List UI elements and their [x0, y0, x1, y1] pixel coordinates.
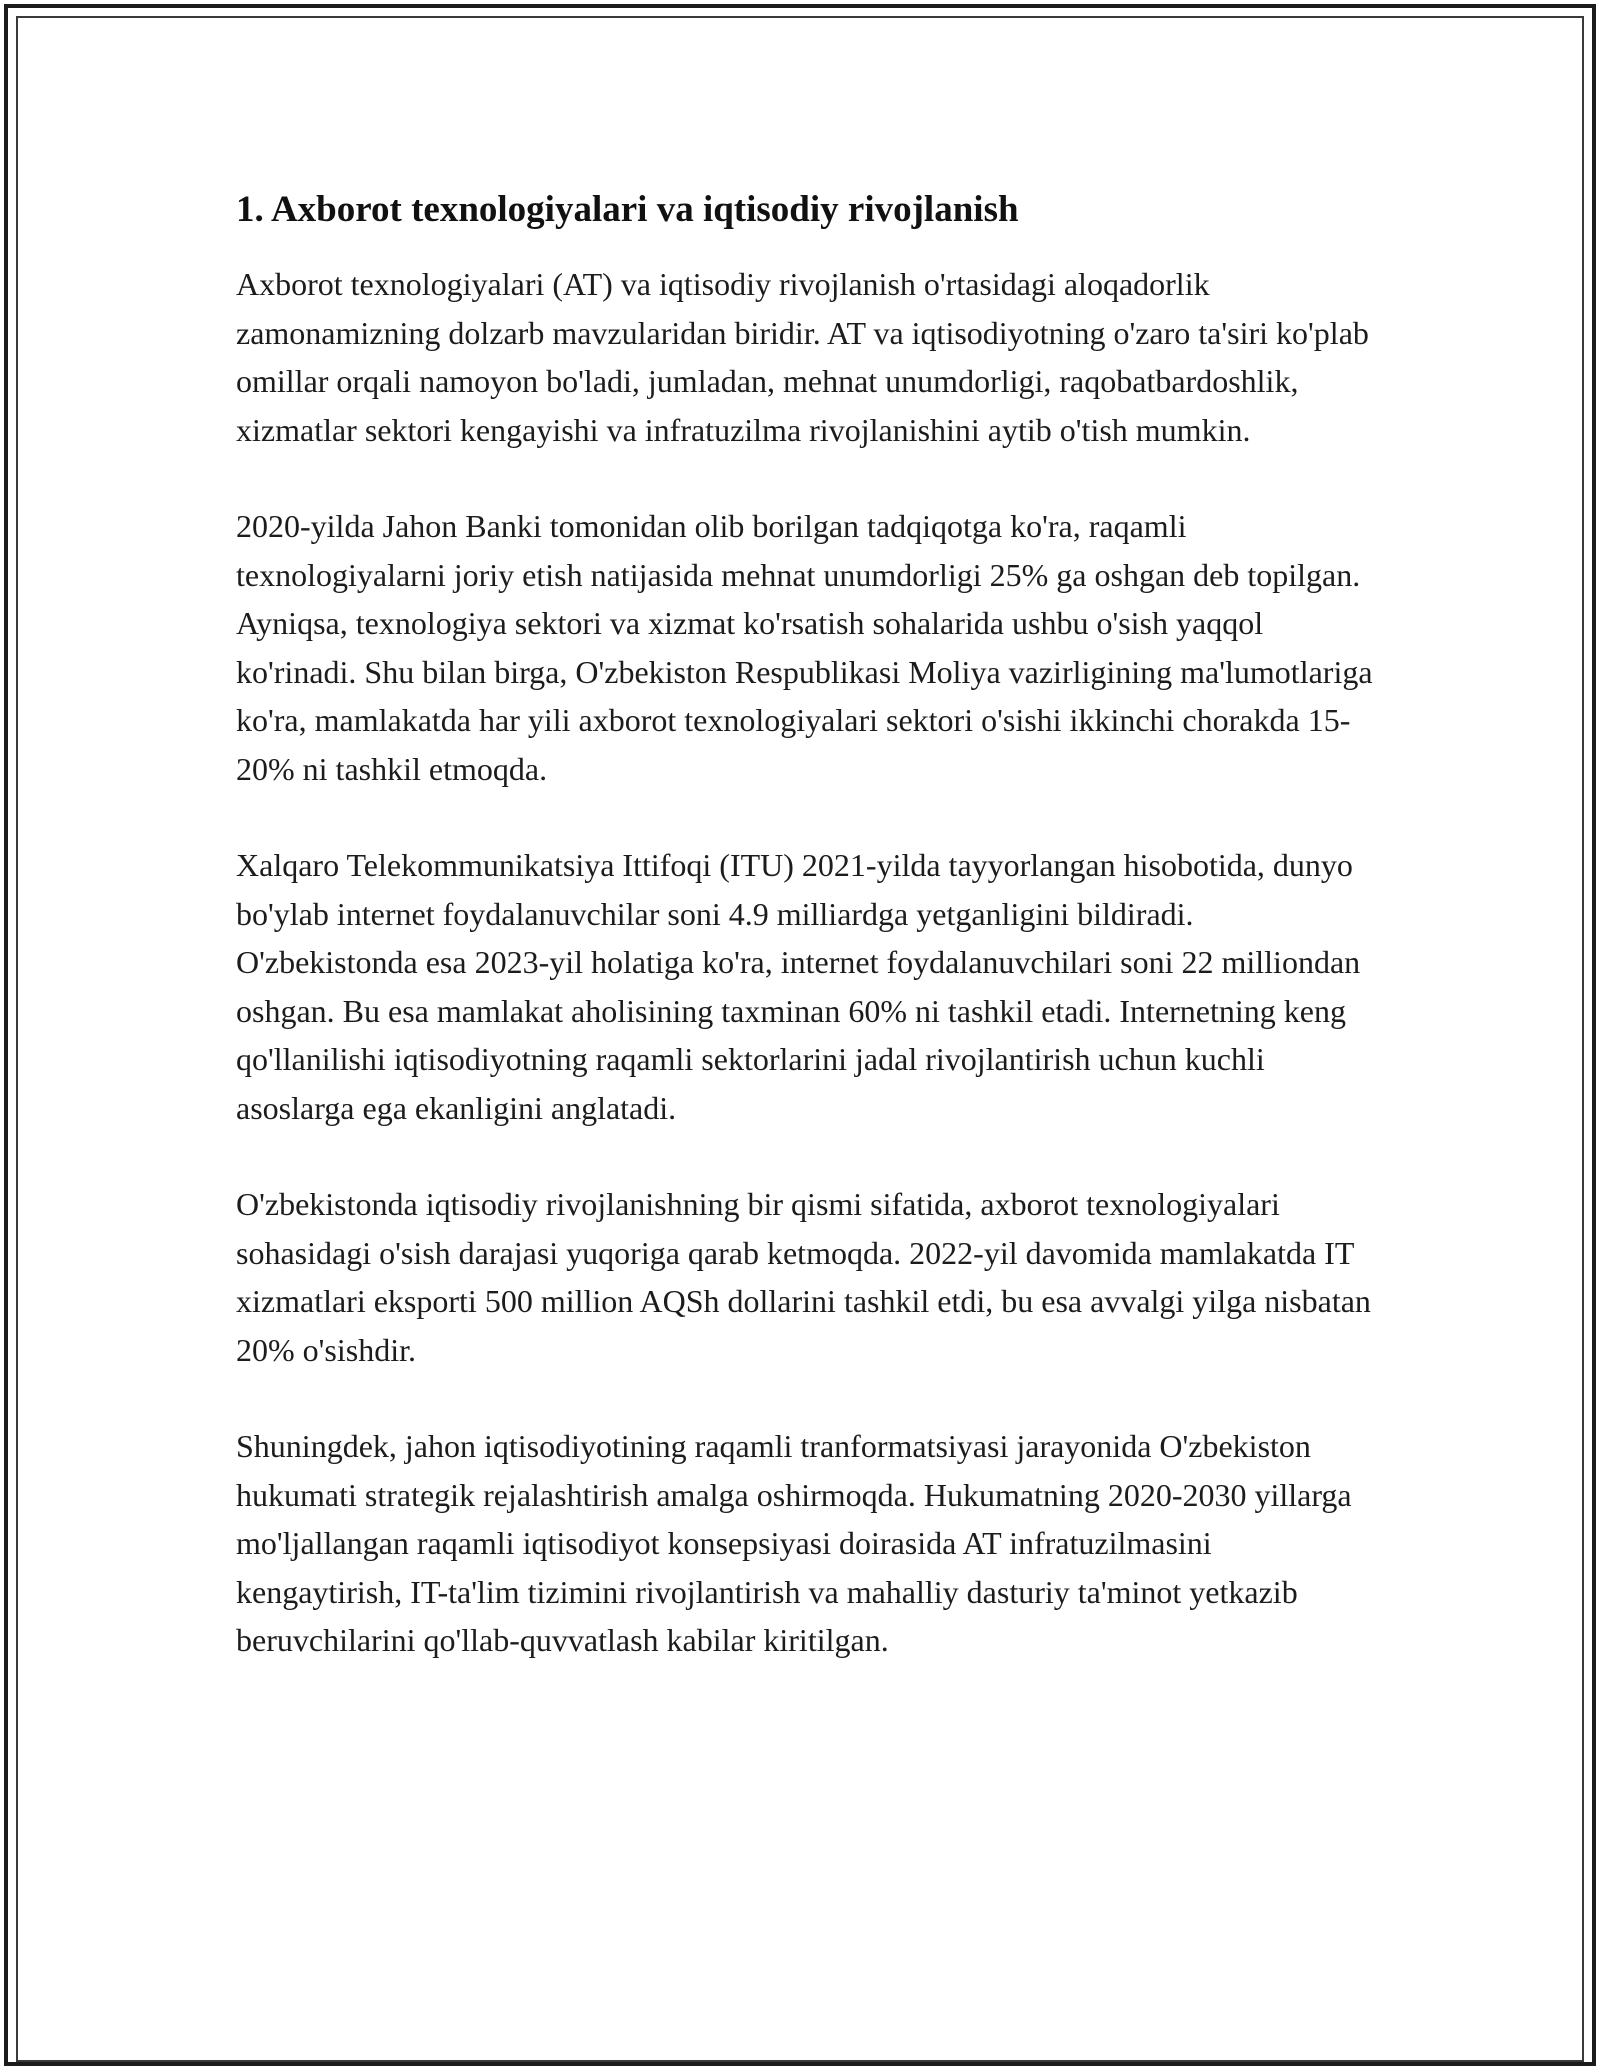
paragraph-5: Shuningdek, jahon iqtisodiyotining raqamli tranformatsiyasi jarayonida O'zbekiston hukumati strategik rejalashtirish amalga oshirmoqda. Hukumatning 2020-2030 yillarga mo'ljallangan raqamli iqtisodiyot konsepsiyasi doirasida AT infratuzilmasini kengaytirish, IT-ta'lim tizimini rivojlantirish va mahalliy dasturiy ta'minot yetkazib beruvchilarini qo'llab-quvvatlash kabilar kiritilgan. — [236, 1428, 1352, 1658]
paragraph-3: Xalqaro Telekommunikatsiya Ittifoqi (ITU) 2021-yilda tayyorlangan hisobotida, dunyo bo'ylab internet foydalanuvchilar soni 4.9 milliardga yetganligini bildiradi. O'zbekistonda esa 2023-yil holatiga ko'ra, internet foydalanuvchilari soni 22 milliondan oshgan. Bu esa mamlakat aholisining taxminan 60% ni tashkil etadi. Internetning keng qo'llanilishi iqtisodiyotning raqamli sektorlarini jadal rivojlantirish uchun kuchli asoslarga ega ekanligini anglatadi. — [236, 847, 1361, 1126]
paragraph-1: Axborot texnologiyalari (AT) va iqtisodiy rivojlanish o'rtasidagi aloqadorlik zamonamizning dolzarb mavzularidan biridir. AT va iqtisodiyotning o'zaro ta'siri ko'plab omillar orqali namoyon bo'ladi, jumladan, mehnat unumdorligi, raqobatbardoshlik, xizmatlar sektori kengayishi va infratuzilma rivojlanishini aytib o'tish mumkin. — [236, 266, 1369, 448]
document-body — [236, 186, 1376, 1713]
section-heading: 1. Axborot texnologiyalari va iqtisodiy rivojlanish — [236, 189, 1019, 230]
paragraph-4: O'zbekistonda iqtisodiy rivojlanishning bir qismi sifatida, axborot texnologiyalari sohasidagi o'sish darajasi yuqoriga qarab ketmoqda. 2022-yil davomida mamlakatda IT xizmatlari eksporti 500 million AQSh dollarini tashkil etdi, bu esa avvalgi yilga nisbatan 20% o'sishdir. — [236, 1186, 1371, 1368]
paragraph-2: 2020-yilda Jahon Banki tomonidan olib borilgan tadqiqotga ko'ra, raqamli texnologiyalarni joriy etish natijasida mehnat unumdorligi 25% ga oshgan deb topilgan. Ayniqsa, texnologiya sektori va xizmat ko'rsatish sohalarida ushbu o'sish yaqqol ko'rinadi. Shu bilan birga, O'zbekiston Respublikasi Moliya vazirligining ma'lumotlariga ko'ra, mamlakatda har yili axborot texnologiyalari sektori o'sishi ikkinchi chorakda 15-20% ni tashkil etmoqda. — [236, 508, 1373, 787]
